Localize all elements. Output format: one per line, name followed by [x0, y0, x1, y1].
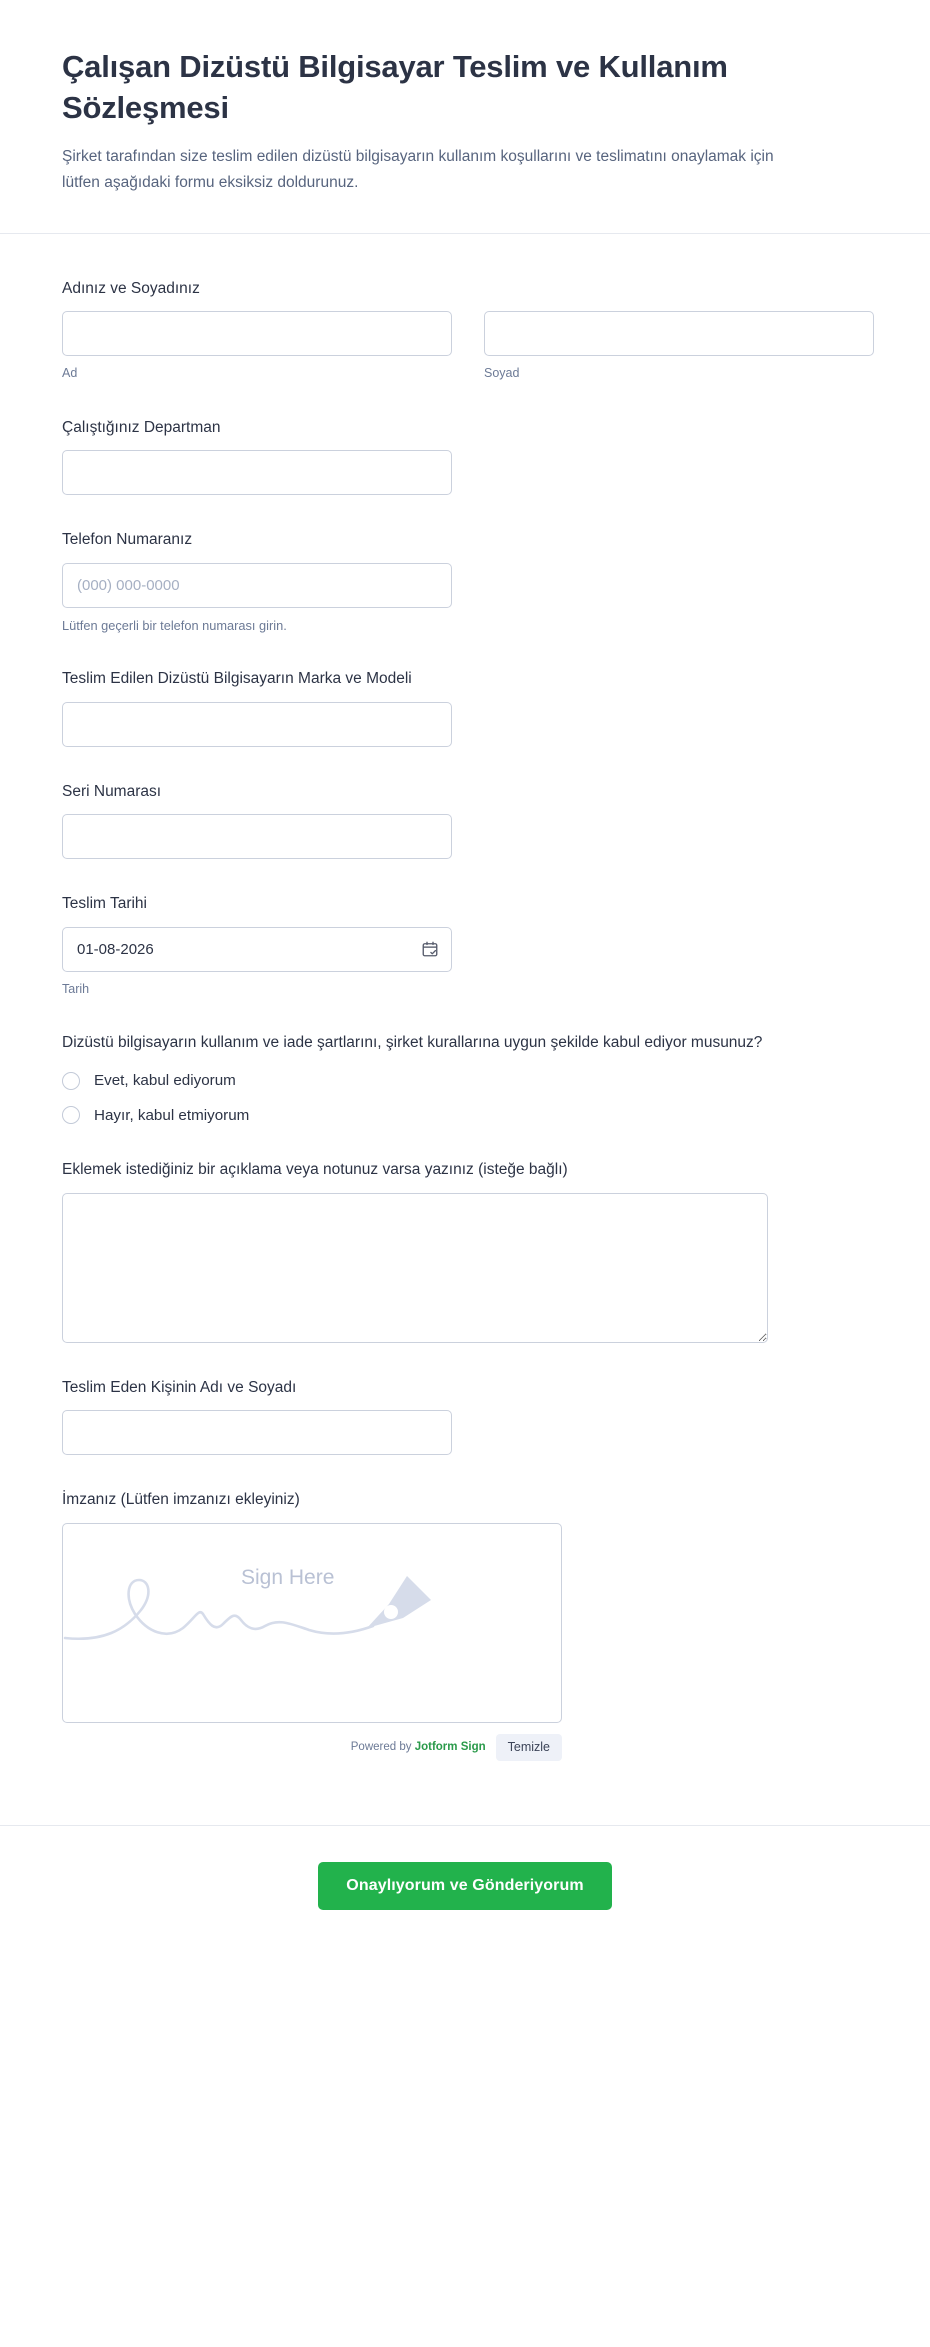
- serial-number-label: Seri Numarası: [62, 782, 162, 800]
- page-subtitle: Şirket tarafından size teslim edilen dizüstü bilgisayarın kullanım koşullarını ve teslimatını onaylamak için lütfen aşağıdaki formu eksiksiz doldurunuz.: [62, 148, 774, 191]
- delivery-date-input[interactable]: [62, 927, 452, 972]
- serial-number-input[interactable]: [62, 814, 452, 859]
- phone-hint: Lütfen geçerli bir telefon numarası girin.: [62, 617, 287, 633]
- field-full-name: [62, 278, 868, 383]
- full-name-label: Adınız ve Soyadınız: [62, 279, 200, 297]
- signature-label: İmzanız (Lütfen imzanızı ekleyiniz): [62, 1491, 300, 1509]
- delivery-date-sublabel: Tarih: [62, 981, 90, 996]
- field-serial-number: [62, 781, 868, 859]
- submit-button[interactable]: Onaylıyorum ve Gönderiyorum: [318, 1862, 611, 1910]
- deliverer-name-label: Teslim Eden Kişinin Adı ve Soyadı: [62, 1378, 297, 1396]
- consent-option-yes-label: Evet, kabul ediyorum: [94, 1071, 236, 1089]
- form-header: [0, 0, 930, 233]
- deliverer-name-input[interactable]: [62, 1410, 452, 1455]
- field-delivery-date: [62, 893, 868, 998]
- signature-placeholder-text: Sign Here: [241, 1565, 335, 1589]
- form-body: [0, 234, 930, 1797]
- field-phone: [62, 529, 868, 634]
- notes-textarea[interactable]: [62, 1193, 768, 1343]
- delivery-date-wrap: [62, 927, 452, 972]
- last-name-input[interactable]: [484, 311, 874, 356]
- department-input[interactable]: [62, 450, 452, 495]
- page-title: Çalışan Dizüstü Bilgisayar Teslim ve Kullanım Sözleşmesi: [62, 49, 728, 126]
- consent-radio-group: [62, 1071, 868, 1126]
- form-footer: [0, 1826, 930, 1958]
- field-consent: [62, 1032, 868, 1125]
- laptop-model-input[interactable]: [62, 702, 452, 747]
- field-notes: [62, 1159, 868, 1342]
- field-signature: [62, 1489, 868, 1760]
- radio-circle-icon: [62, 1106, 80, 1124]
- jotform-sign-brand: Jotform Sign: [414, 1741, 486, 1754]
- first-name-input[interactable]: [62, 311, 452, 356]
- first-name-sublabel: Ad: [62, 366, 78, 381]
- first-name-col: [62, 311, 452, 383]
- consent-option-no[interactable]: [62, 1106, 868, 1126]
- radio-circle-icon: [62, 1072, 80, 1090]
- full-name-row: [62, 311, 868, 383]
- delivery-date-label: Teslim Tarihi: [62, 895, 147, 913]
- field-deliverer-name: [62, 1377, 868, 1455]
- last-name-col: [484, 311, 874, 383]
- notes-label: Eklemek istediğiniz bir açıklama veya notunuz varsa yazınız (isteğe bağlı): [62, 1161, 568, 1179]
- department-label: Çalıştığınız Departman: [62, 418, 221, 436]
- powered-by-prefix: Powered by: [350, 1741, 415, 1754]
- clear-signature-button[interactable]: Temizle: [496, 1734, 562, 1761]
- laptop-model-label: Teslim Edilen Dizüstü Bilgisayarın Marka ve Modeli: [62, 670, 412, 688]
- last-name-sublabel: Soyad: [484, 366, 520, 381]
- phone-input[interactable]: [62, 563, 452, 608]
- powered-by-label: [351, 1741, 486, 1753]
- consent-option-no-label: Hayır, kabul etmiyorum: [94, 1106, 250, 1124]
- field-laptop-model: [62, 668, 868, 746]
- consent-label: Dizüstü bilgisayarın kullanım ve iade şartlarını, şirket kurallarına uygun şekilde kabul ediyor musunuz?: [62, 1034, 763, 1052]
- signature-footer: [62, 1734, 562, 1761]
- consent-option-yes[interactable]: [62, 1071, 868, 1091]
- phone-label: Telefon Numaranız: [62, 531, 193, 549]
- field-department: [62, 417, 868, 495]
- signature-pad[interactable]: [62, 1523, 562, 1723]
